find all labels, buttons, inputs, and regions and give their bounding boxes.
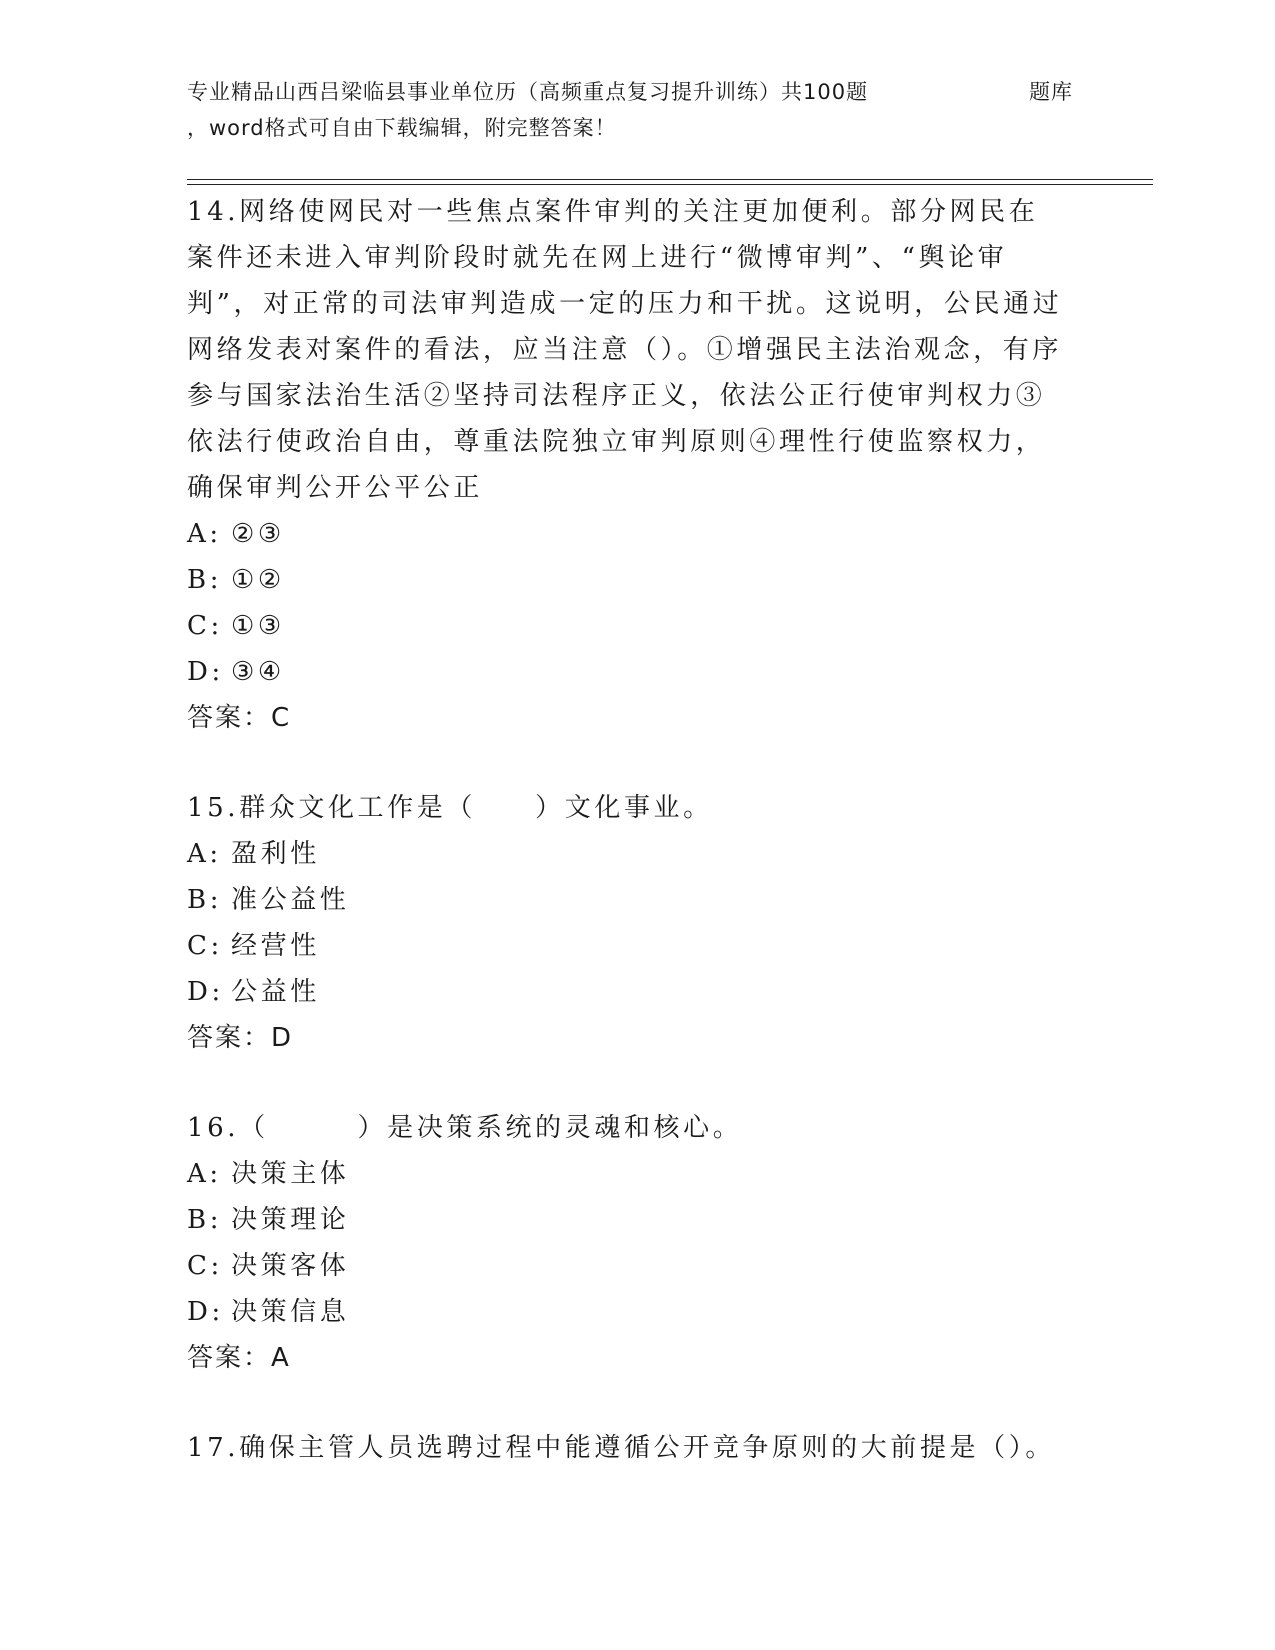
spacer [187,741,1067,785]
document-header [187,74,1087,146]
option-letter: C: [187,931,223,961]
option-letter: C: [187,1251,223,1281]
header-tag: 题库 [1029,80,1073,104]
option-letter: C: [187,611,223,641]
answer-line: 答案：A [187,1343,291,1373]
option-text: ①③ [231,611,285,641]
question-16 [187,1105,1067,1381]
spacer [187,1061,1067,1105]
option-d [187,649,1067,695]
option-text: 盈利性 [231,839,320,869]
option-text: ②③ [231,519,285,549]
option-c [187,923,1067,969]
option-c [187,603,1067,649]
header-line-1 [187,74,1087,110]
option-letter: B: [187,885,223,915]
option-a [187,1151,1067,1197]
spacer [187,1381,1067,1425]
option-text: 决策信息 [231,1297,350,1327]
option-text: ③④ [231,657,285,687]
answer-line: 答案：C [187,703,292,733]
option-text: 决策主体 [231,1159,350,1189]
question-14 [187,189,1067,741]
answer-line: 答案：D [187,1023,294,1053]
header-subtitle: ，word格式可自由下载编辑，附完整答案！ [187,116,617,140]
header-divider-top [187,179,1153,180]
option-letter: D: [187,1297,224,1327]
question-stem: 16.（ ）是决策系统的灵魂和核心。 [187,1113,743,1143]
header-divider-bottom [187,184,1153,185]
option-text: 经营性 [231,931,320,961]
question-stem: 14.网络使网民对一些焦点案件审判的关注更加便利。部分网民在案件还未进入审判阶段时就先在网上进行“微博审判”、“舆论审判”，对正常的司法审判造成一定的压力和干扰。这说明，公民通过网络发表对案件的看法，应当注意（）。①增强民主法治观念，有序参与国家法治生活②坚持司法程序正义，依法公正行使审判权力③依法行使政治自由，尊重法院独立审判原则④理性行使监察权力，确保审判公开公平公正 [187,197,1063,503]
option-letter: A: [187,1159,222,1189]
option-letter: D: [187,977,224,1007]
header-title: 专业精品山西吕梁临县事业单位历（高频重点复习提升训练）共100题 [187,80,869,104]
question-list [187,189,1067,1471]
option-letter: D: [187,657,224,687]
option-b [187,877,1067,923]
option-text: 决策客体 [231,1251,350,1281]
option-text: 公益性 [231,977,320,1007]
option-a [187,511,1067,557]
question-15 [187,785,1067,1061]
option-text: ①② [231,565,285,595]
option-text: 决策理论 [231,1205,350,1235]
option-a [187,831,1067,877]
option-d [187,969,1067,1015]
option-text: 准公益性 [231,885,350,915]
question-stem: 15.群众文化工作是（ ）文化事业。 [187,793,713,823]
option-letter: B: [187,1205,223,1235]
question-17 [187,1425,1067,1471]
option-letter: A: [187,519,222,549]
option-letter: B: [187,565,223,595]
option-c [187,1243,1067,1289]
option-d [187,1289,1067,1335]
option-letter: A: [187,839,222,869]
question-stem: 17.确保主管人员选聘过程中能遵循公开竞争原则的大前提是（）。 [187,1433,1055,1463]
option-b [187,557,1067,603]
option-b [187,1197,1067,1243]
